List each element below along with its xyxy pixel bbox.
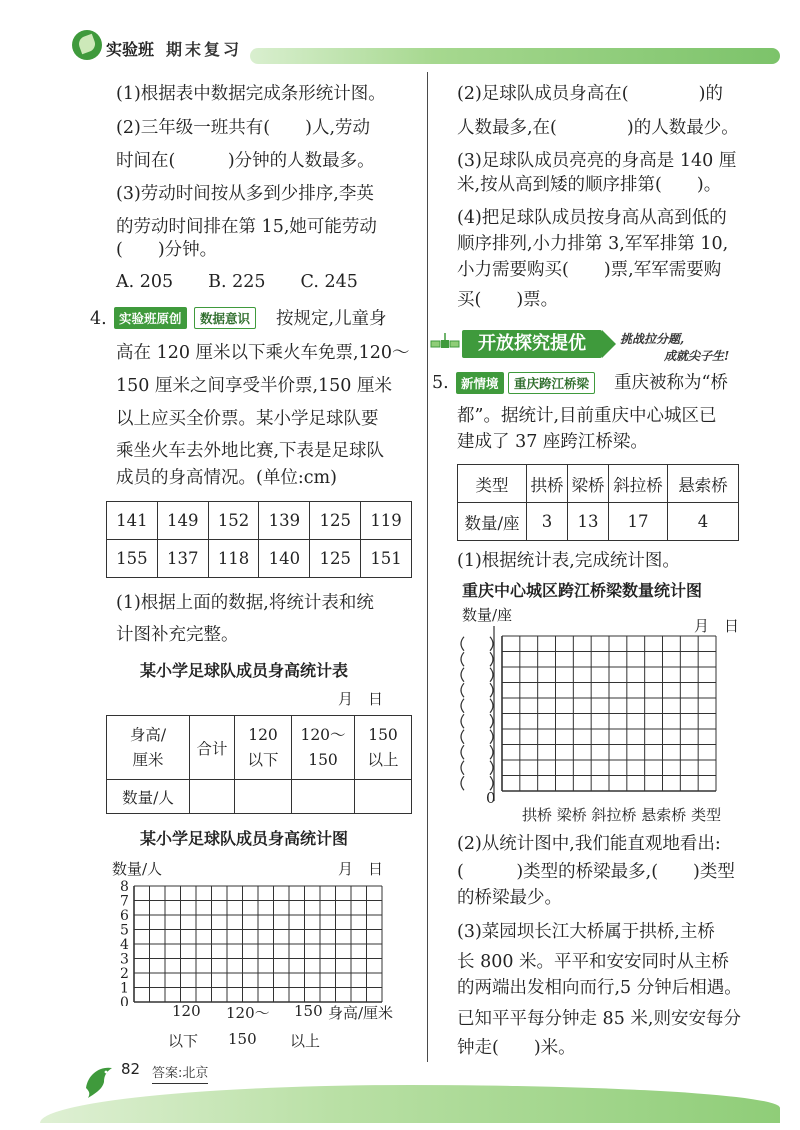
left-text-line: ( )分钟。 [116,240,218,260]
header-cell: 150 以上 [355,716,412,780]
height-chart-title: 某小学足球队成员身高统计图 [140,829,349,848]
q5-text-line: 建成了 37 座跨江桥梁。 [457,432,648,452]
right-after-line: (3)菜园坝长江大桥属于拱桥,主桥 [457,922,715,942]
right-after-line: ( )类型的桥梁最多,( )类型 [457,862,735,882]
table-cell: 125 [310,540,361,578]
brand-logo [72,30,102,60]
right-text-line: (3)足球队成员亮亮的身高是 140 厘 [457,151,737,171]
q4-text-line: 乘坐火车去外地比赛,下表是足球队 [116,441,385,461]
header-cell: 120～ 150 [292,716,355,780]
answer-key-label: 答案:北京 [152,1062,208,1081]
blank-paren-left [461,699,464,713]
height-bar-chart [110,876,390,1006]
table-cell: 149 [157,502,208,540]
y-tick-label: 7 [120,893,129,910]
tag-bridges: 重庆跨江桥梁 [508,372,595,394]
tag-original: 实验班原创 [114,307,187,329]
table-cell: 141 [107,502,158,540]
right-after-line: 长 800 米。平平和安安同时从主桥 [457,952,730,972]
y-tick-label: 6 [120,908,129,924]
left-text-line: 的劳动时间排在第 15,她可能劳动 [116,217,377,237]
right-after-line: 的两端出发相向而行,5 分钟后相遇。 [457,978,742,998]
chart-grid [134,886,382,1002]
x-category-label: 120～ [226,1004,270,1022]
chart-y-label: 数量/人 [112,860,163,878]
header-cell: 类型 [458,465,527,503]
x-category-labels: 拱桥 梁桥 斜拉桥 悬索桥 类型 [522,806,722,824]
header-cell: 身高/ 厘米 [107,716,190,780]
blank-cell[interactable] [292,780,355,814]
right-text-line: (4)把足球队成员按身高从高到低的 [457,208,727,228]
page-number: 82 [121,1060,141,1078]
blank-paren-right [490,745,493,759]
chart-origin: 0 [486,789,496,807]
banner-note: 成就尖子生! [664,349,730,363]
y-tick-label: 1 [120,980,129,997]
y-tick-label: 0 [120,995,129,1006]
table-cell: 155 [107,540,158,578]
chart-date: 月 日 [338,860,384,878]
y-tick-label: 3 [120,951,129,968]
x-category-label: 120 [172,1002,201,1020]
question-number: 5. [432,373,449,393]
right-text-line: 买( )票。 [457,290,559,310]
q4-text-line: 高在 120 厘米以下乘火车免票,120～ [116,343,410,363]
blank-paren-right [490,730,493,744]
tag-data-sense: 数据意识 [194,307,256,329]
table-cell: 118 [208,540,259,578]
y-tick-label: 5 [120,922,129,939]
table-cell: 140 [259,540,310,578]
right-text-line: 小力需要购买( )票,军军需要购 [457,260,722,280]
x-category-label: 以下 [168,1032,199,1050]
q4-text-line: 以上应买全价票。某小学足球队要 [116,409,379,429]
chart-grid [494,626,716,801]
left-text-line: (1)根据表中数据完成条形统计图。 [116,84,386,104]
table-cell: 17 [609,503,668,541]
table-cell: 152 [208,502,259,540]
header-cell: 斜拉桥 [609,465,668,503]
table-cell: 139 [259,502,310,540]
blank-cell[interactable] [190,780,235,814]
right-text-line: 顺序排列,小力排第 3,军军排第 10, [457,234,729,254]
stats-table-title: 某小学足球队成员身高统计表 [140,661,349,680]
chart-y-label: 数量/座 [462,606,513,624]
x-category-label: 150 [228,1030,257,1048]
blank-paren-left [461,730,464,744]
header-cell: 悬索桥 [668,465,739,503]
right-after-line: (2)从统计图中,我们能直观地看出: [457,834,721,854]
right-text-line: 米,按从高到矮的顺序排第( )。 [457,175,722,195]
blank-paren-right [490,668,493,682]
q4-sub-line: (1)根据上面的数据,将统计表和统 [116,593,374,613]
table-cell: 119 [361,502,412,540]
q5-text-line: 重庆被称为“桥 [614,373,728,393]
table-cell: 4 [668,503,739,541]
header-cell: 合计 [190,716,235,780]
table-cell: 125 [310,502,361,540]
header-bar [250,48,780,64]
bridge-table [457,464,739,541]
column-divider [427,72,428,1062]
x-category-label: 150 [294,1002,323,1020]
satellite-icon [430,330,460,358]
header-cell: 梁桥 [568,465,609,503]
blank-paren-right [490,714,493,728]
open-explore-banner: 开放探究提优 [462,330,602,358]
blank-paren-left [461,637,464,651]
q5-sub-line: (1)根据统计表,完成统计图。 [457,551,680,571]
blank-paren-left [461,683,464,697]
y-tick-labels [120,879,129,1006]
header-cell: 拱桥 [527,465,568,503]
q5-text-line: 都”。据统计,目前重庆中心城区已 [457,406,717,426]
y-tick-label: 2 [120,966,129,982]
banner-note: 挑战拉分题, [620,332,685,346]
row-label: 数量/人 [107,780,190,814]
blank-paren-right [490,699,493,713]
bridge-bar-chart [456,626,726,806]
row-label: 数量/座 [458,503,527,541]
q4-text-line: 成员的身高情况。(单位:cm) [116,468,337,488]
table-cell: 13 [568,503,609,541]
q4-text-line: 150 厘米之间享受半价票,150 厘米 [116,376,392,396]
blank-paren-left [461,761,464,775]
left-text-line: (3)劳动时间按从多到少排序,李英 [116,184,374,204]
answer-options: A. 205 B. 225 C. 245 [116,272,358,292]
heights-table [106,501,412,578]
chart-date: 月 日 [694,617,740,635]
blank-paren-right [490,761,493,775]
left-text-line: (2)三年级一班共有( )人,劳动 [116,118,371,138]
blank-cell[interactable] [235,780,292,814]
blank-paren-left [461,668,464,682]
table-cell: 3 [527,503,568,541]
table-cell: 151 [361,540,412,578]
left-text-line: 时间在( )分钟的人数最多。 [116,151,375,171]
blank-paren-right [490,652,493,666]
blank-paren-left [461,714,464,728]
q4-sub-line: 计图补充完整。 [116,625,239,645]
brand-name: 实验班 [106,40,155,59]
section-title: 期末复习 [166,40,243,59]
blank-paren-left [461,652,464,666]
dolphin-icon [82,1062,116,1102]
blank-paren-left [461,776,464,790]
table-cell: 137 [157,540,208,578]
footer-wave [40,1085,780,1123]
date-label: 月 日 [338,690,384,708]
y-tick-label: 4 [120,937,129,953]
right-text-line: 人数最多,在( )的人数最少。 [457,118,739,138]
right-text-line: (2)足球队成员身高在( )的 [457,84,723,104]
blank-paren-right [490,683,493,697]
blank-cell[interactable] [355,780,412,814]
height-stats-table [106,715,412,814]
x-axis-label: 身高/厘米 [328,1004,394,1022]
right-after-line: 钟走( )米。 [457,1038,576,1058]
tag-new-scenario: 新情境 [456,372,504,394]
right-after-line: 已知平平每分钟走 85 米,则安安每分 [457,1009,741,1029]
question-number: 4. [90,309,107,329]
x-category-label: 以上 [290,1032,321,1050]
blank-paren-left [461,745,464,759]
right-after-line: 的桥梁最少。 [457,888,562,908]
header-cell: 120 以下 [235,716,292,780]
bridge-chart-title: 重庆中心城区跨江桥梁数量统计图 [462,581,703,600]
q4-text-line: 按规定,儿童身 [276,309,387,329]
y-tick-label: 8 [120,879,129,895]
blank-paren-right [490,637,493,651]
y-axis-blanks [461,637,493,791]
